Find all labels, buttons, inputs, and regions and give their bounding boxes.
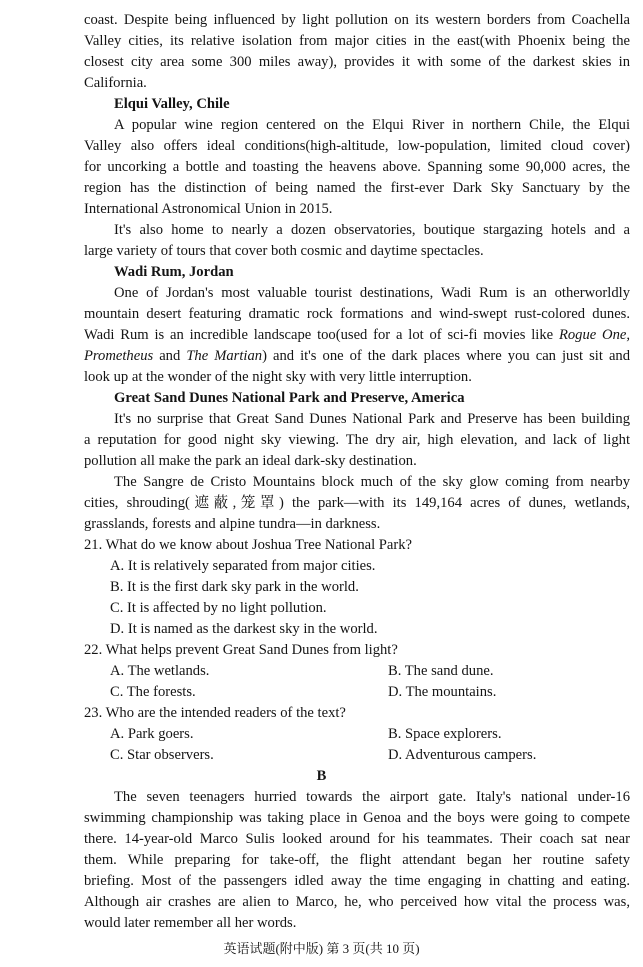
text-line: Valley cities, its relative isolation from major cities in the east(with Phoenix being the xyxy=(84,33,630,49)
text-line: them. While preparing for take-off, the flight attendant began her routine safety xyxy=(84,852,630,868)
answer-option[interactable]: B. The sand dune. xyxy=(388,663,494,679)
answer-option[interactable]: B. It is the first dark sky park in the world. xyxy=(110,579,359,595)
text-line: Valley also offers ideal conditions(high-altitude, low-population, limited cloud cover) xyxy=(84,138,630,154)
text-line: International Astronomical Union in 2015. xyxy=(84,201,333,217)
text-line: look up at the wonder of the night sky with very little interruption. xyxy=(84,369,472,385)
text-line: coast. Despite being influenced by light pollution on its western borders from Coachella xyxy=(84,12,630,28)
section-heading: Wadi Rum, Jordan xyxy=(114,264,234,280)
text-span: and xyxy=(153,348,187,364)
answer-option[interactable]: C. The forests. xyxy=(110,684,196,700)
text-line: California. xyxy=(84,75,147,91)
text-line: closest city area some 300 miles away), provides it with some of the darkest skies in xyxy=(84,54,630,70)
text-line: region has the distinction of being named the first-ever Dark Sky Sanctuary by the xyxy=(84,180,630,196)
answer-option[interactable]: A. Park goers. xyxy=(110,726,194,742)
answer-option[interactable]: D. The mountains. xyxy=(388,684,497,700)
text-line: briefing. Most of the passengers idled away the time engaging in chatting and eating. xyxy=(84,873,630,889)
movie-title: The Martian xyxy=(186,348,263,364)
answer-option[interactable]: B. Space explorers. xyxy=(388,726,502,742)
text-line: large variety of tours that cover both cosmic and daytime spectacles. xyxy=(84,243,484,259)
text-line: The seven teenagers hurried towards the airport gate. Italy's national under-16 xyxy=(114,789,630,805)
section-heading: Elqui Valley, Chile xyxy=(114,96,230,112)
movie-title: Prometheus xyxy=(84,348,154,364)
section-heading: Great Sand Dunes National Park and Preserve, America xyxy=(114,390,465,406)
answer-option[interactable]: C. It is affected by no light pollution. xyxy=(110,600,327,616)
answer-option[interactable]: C. Star observers. xyxy=(110,747,214,763)
text-line: A popular wine region centered on the Elqui River in northern Chile, the Elqui xyxy=(114,117,630,133)
text-line: swimming championship was taking place in Genoa and the boys were going to compete xyxy=(84,810,630,826)
text-line: One of Jordan's most valuable tourist destinations, Wadi Rum is an otherworldly xyxy=(114,285,630,301)
answer-option[interactable]: D. It is named as the darkest sky in the world. xyxy=(110,621,378,637)
text-line: mountain desert featuring dramatic rock formations and wind-swept rust-colored dunes. xyxy=(84,306,630,322)
text-line xyxy=(84,325,630,346)
question-stem: 21. What do we know about Joshua Tree National Park? xyxy=(84,537,413,553)
question-stem: 23. Who are the intended readers of the text? xyxy=(84,705,346,721)
text-line: pollution all make the park an ideal dark-sky destination. xyxy=(84,453,417,469)
question-stem: 22. What helps prevent Great Sand Dunes from light? xyxy=(84,642,398,658)
text-span: Wadi Rum is an incredible landscape too(used for a lot of sci-fi movies like xyxy=(84,327,559,343)
section-label: B xyxy=(316,768,327,784)
text-line: grasslands, forests and alpine tundra—in darkness. xyxy=(84,516,381,532)
answer-option[interactable]: D. Adventurous campers. xyxy=(388,747,537,763)
answer-option[interactable]: A. It is relatively separated from major cities. xyxy=(110,558,376,574)
text-line: a reputation for good night sky viewing. The dry air, high elevation, and lack of light xyxy=(84,432,630,448)
text-line: The Sangre de Cristo Mountains block much of the sky glow coming from nearby xyxy=(114,474,630,490)
movie-title: Rogue One, xyxy=(558,327,630,343)
text-span: ) and it's one of the dark places where you can just sit and xyxy=(262,348,631,364)
text-line xyxy=(84,346,630,367)
text-line: there. 14-year-old Marco Sulis looked around for his teammates. Their coach sat near xyxy=(84,831,630,847)
text-line: for uncorking a bottle and toasting the heavens above. Spanning some 90,000 acres, the xyxy=(84,159,630,175)
text-line: Although air crashes are alien to Marco, he, who perceived how vital the process was, xyxy=(84,894,630,910)
answer-option[interactable]: A. The wetlands. xyxy=(110,663,210,679)
page-footer: 英语试题(附中版) 第 3 页(共 10 页) xyxy=(223,941,420,956)
text-line: It's also home to nearly a dozen observatories, boutique stargazing hotels and a xyxy=(114,222,630,238)
text-line: cities, shrouding(遮蔽,笼罩) the park—with its 149,164 acres of dunes, wetlands, xyxy=(84,495,630,511)
text-line: would later remember all her words. xyxy=(84,915,297,931)
text-line: It's no surprise that Great Sand Dunes National Park and Preserve has been building xyxy=(114,411,630,427)
